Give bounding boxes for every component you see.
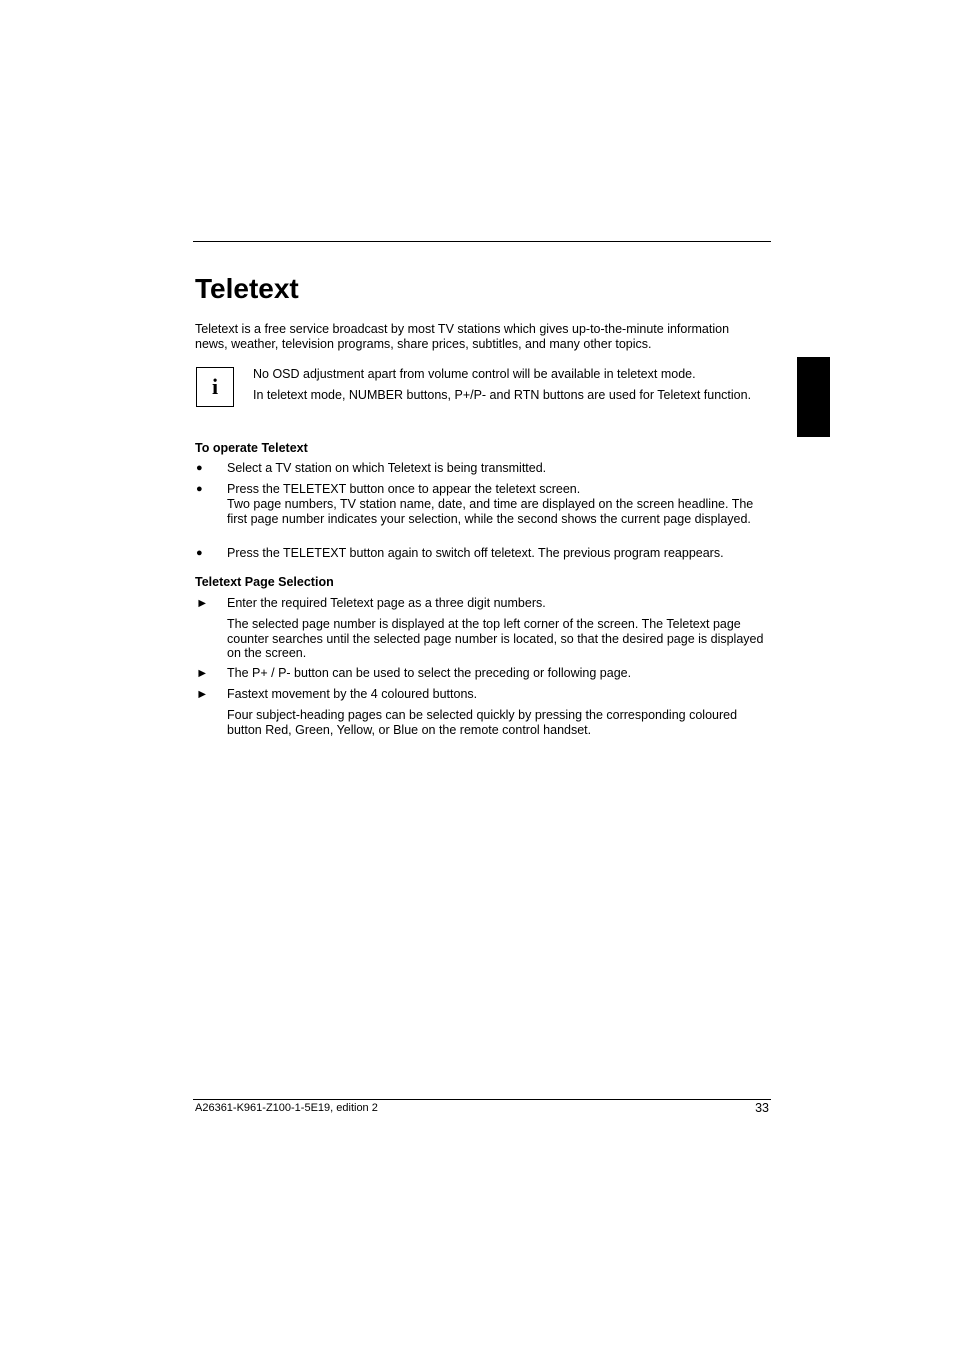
list-item: Press the TELETEXT button once to appear the teletext screen. — [227, 482, 581, 496]
step-item: Enter the required Teletext page as a three digit numbers. — [227, 596, 546, 610]
bullet-icon: ● — [196, 547, 203, 559]
list-item: Press the TELETEXT button again to switch off teletext. The previous program reappears. — [227, 546, 724, 560]
page-title: Teletext — [195, 273, 299, 304]
list-item: Select a TV station on which Teletext is being transmitted. — [227, 461, 547, 475]
step-result: The selected page number is displayed at the top left corner of the screen. The Teletext page counter searches until the selected page number is located, so that the desired page is displayed on the screen. — [227, 617, 764, 660]
arrow-right-icon: ► — [196, 687, 209, 701]
step-result: Four subject-heading pages can be selected quickly by pressing the corresponding coloured button Red, Green, Yellow, or Blue on the remote control handset. — [227, 708, 738, 737]
info-icon — [196, 367, 234, 407]
arrow-right-icon: ► — [196, 596, 209, 610]
info-icon-glyph: i — [211, 373, 219, 399]
header-rule — [193, 241, 771, 242]
footer-rule — [193, 1099, 771, 1100]
info-note-2: In teletext mode, NUMBER buttons, P+/P- and RTN buttons are used for Teletext function. — [253, 388, 752, 402]
intro-paragraph: Teletext is a free service broadcast by most TV stations which gives up-to-the-minute information news, weather, television programs, share prices, subtitles, and many other topics. — [195, 322, 730, 351]
list-item-detail: Two page numbers, TV station name, date, and time are displayed on the screen headline. The first page number indicates your selection, while the second shows the current page displayed. — [227, 497, 754, 526]
section-heading-operate: To operate Teletext — [195, 441, 308, 455]
arrow-right-icon: ► — [196, 666, 209, 680]
footer-page-number: 33 — [755, 1101, 769, 1115]
step-item: Fastext movement by the 4 coloured buttons. — [227, 687, 478, 701]
chapter-tab-marker — [797, 357, 830, 437]
footer-document-id: A26361-K961-Z100-1-5E19, edition 2 — [195, 1102, 378, 1114]
bullet-icon: ● — [196, 462, 203, 474]
step-item: The P+ / P- button can be used to select the preceding or following page. — [227, 666, 632, 680]
bullet-icon: ● — [196, 483, 203, 495]
info-note-1: No OSD adjustment apart from volume control will be available in teletext mode. — [253, 367, 696, 381]
section-heading-page-selection: Teletext Page Selection — [195, 575, 334, 589]
